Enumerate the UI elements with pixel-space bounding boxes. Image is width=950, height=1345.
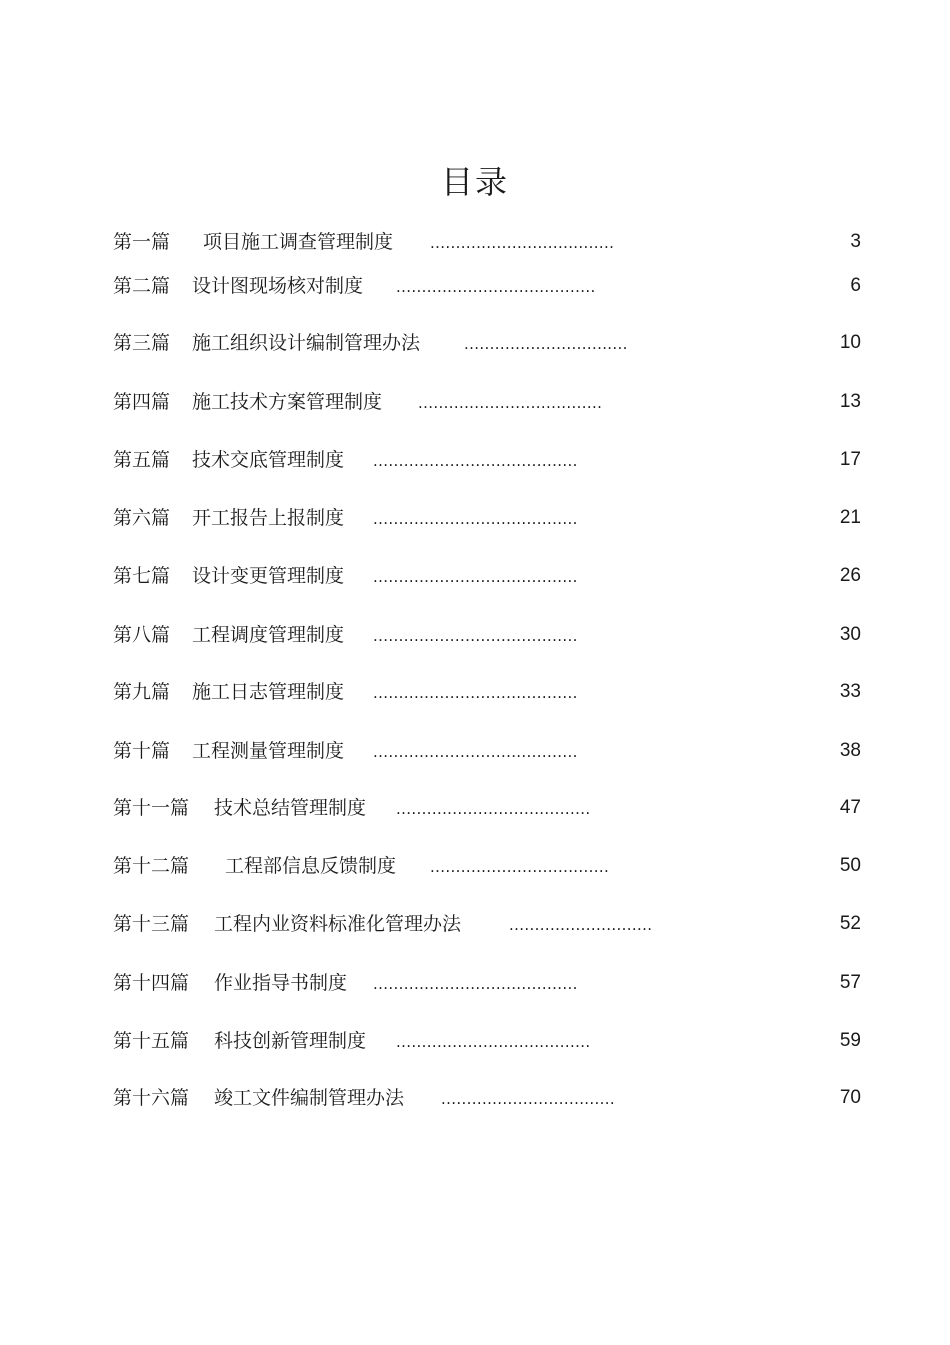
toc-entry-leader: ........................................ (373, 510, 578, 528)
toc-entry (113, 272, 861, 300)
toc-entry-leader: ................................... (430, 858, 610, 876)
toc-entry-name: 技术总结管理制度 (214, 797, 367, 819)
toc-entry (113, 388, 861, 416)
toc-entry-page-number: 21 (839, 507, 861, 528)
toc-entry (113, 794, 861, 822)
toc-entry-name: 作业指导书制度 (214, 972, 348, 994)
toc-entry-leader: ................................ (464, 335, 628, 353)
toc-entry-part: 第四篇 (113, 391, 171, 413)
toc-entry (113, 504, 861, 532)
toc-entry-part: 第十一篇 (113, 797, 190, 819)
toc-entry-part: 第九篇 (113, 681, 171, 703)
toc-entry (113, 678, 861, 706)
toc-entry (113, 852, 861, 880)
toc-entry-page-number: 30 (839, 624, 861, 645)
toc-entry (113, 1084, 861, 1112)
toc-entry-name: 技术交底管理制度 (192, 449, 345, 471)
toc-entry-leader: ...................................... (396, 1033, 591, 1051)
toc-entry-name: 施工日志管理制度 (192, 681, 345, 703)
toc-entry (113, 1027, 861, 1055)
toc-entry-part: 第八篇 (113, 624, 171, 646)
toc-entry-page-number: 38 (839, 740, 861, 761)
toc-entry (113, 621, 861, 649)
toc-entry (113, 910, 861, 938)
toc-entry-leader: ............................ (509, 916, 653, 934)
toc-entry-page-number: 52 (839, 913, 861, 934)
toc-entry-page-number: 59 (839, 1030, 861, 1051)
toc-entry-name: 竣工文件编制管理办法 (214, 1087, 405, 1109)
toc-entry-page-number: 13 (839, 391, 861, 412)
toc-entry-part: 第十六篇 (113, 1087, 190, 1109)
toc-entry-name: 开工报告上报制度 (192, 507, 345, 529)
toc-entry-part: 第二篇 (113, 275, 171, 297)
toc-entry-name: 工程测量管理制度 (192, 740, 345, 762)
toc-entry-page-number: 26 (839, 565, 861, 586)
toc-entry-name: 施工组织设计编制管理办法 (192, 332, 421, 354)
toc-entry-name: 科技创新管理制度 (214, 1030, 367, 1052)
toc-entry-leader: ........................................ (373, 684, 578, 702)
toc-entry (113, 737, 861, 765)
toc-entry-page-number: 57 (839, 972, 861, 993)
toc-entry-name: 设计图现场核对制度 (192, 275, 364, 297)
toc-entry-page-number: 10 (839, 332, 861, 353)
toc-entry-leader: ........................................ (373, 975, 578, 993)
toc-entry-name: 工程内业资料标准化管理办法 (214, 913, 462, 935)
toc-entry-leader: .................................... (418, 394, 603, 412)
toc-entry-part: 第一篇 (113, 231, 171, 253)
toc-entry-leader: ........................................ (373, 627, 578, 645)
toc-entry-part: 第十篇 (113, 740, 171, 762)
toc-entry-leader: ...................................... (396, 800, 591, 818)
toc-entry-page-number: 17 (839, 449, 861, 470)
toc-entry-part: 第十五篇 (113, 1030, 190, 1052)
toc-entry-leader: ........................................ (373, 743, 578, 761)
toc-entry-part: 第五篇 (113, 449, 171, 471)
toc-entry-name: 设计变更管理制度 (192, 565, 345, 587)
toc-entry-part: 第十四篇 (113, 972, 190, 994)
toc-entry (113, 329, 861, 357)
toc-entry-page-number: 50 (839, 855, 861, 876)
toc-entry-page-number: 47 (839, 797, 861, 818)
toc-entry-page-number: 3 (850, 231, 861, 252)
toc-entry-name: 施工技术方案管理制度 (192, 391, 383, 413)
toc-entry-page-number: 33 (839, 681, 861, 702)
toc-entry-part: 第六篇 (113, 507, 171, 529)
toc-title: 目录 (440, 163, 509, 201)
toc-entry-page-number: 70 (839, 1087, 861, 1108)
toc-entry-part: 第七篇 (113, 565, 171, 587)
toc-entry (113, 969, 861, 997)
toc-entry-leader: ........................................ (373, 452, 578, 470)
toc-entry-part: 第三篇 (113, 332, 171, 354)
toc-entry (113, 446, 861, 474)
toc-entry-name: 项目施工调查管理制度 (203, 231, 394, 253)
toc-entry-part: 第十三篇 (113, 913, 190, 935)
toc-entry-page-number: 6 (850, 275, 861, 296)
toc-entry (113, 562, 861, 590)
toc-entry-leader: ........................................ (373, 568, 578, 586)
toc-entry-leader: ....................................... (396, 278, 596, 296)
toc-entry (113, 228, 861, 256)
toc-entry-leader: .................................... (430, 234, 615, 252)
toc-entry-name: 工程调度管理制度 (192, 624, 345, 646)
toc-entry-leader: .................................. (441, 1090, 616, 1108)
toc-entry-part: 第十二篇 (113, 855, 190, 877)
toc-entry-name: 工程部信息反馈制度 (225, 855, 397, 877)
